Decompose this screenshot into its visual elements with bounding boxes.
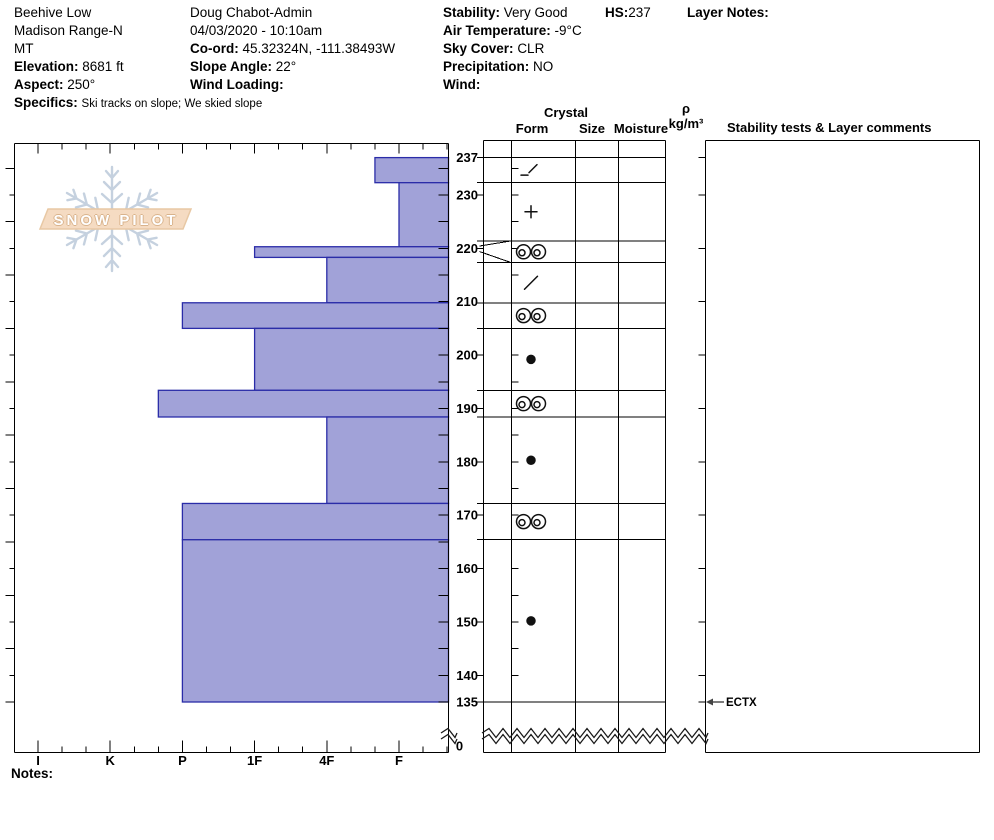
hardness-label-P: P bbox=[178, 753, 187, 768]
air-temp-label: Air Temperature: bbox=[443, 23, 551, 38]
depth-label-230: 230 bbox=[456, 187, 478, 203]
hs-value: 237 bbox=[628, 5, 651, 20]
thin-layer-leader bbox=[480, 252, 512, 263]
depth-label-140: 140 bbox=[456, 667, 478, 683]
coord-value: 45.32324N, -111.38493W bbox=[242, 41, 396, 56]
grain-form-symbol-dot bbox=[527, 456, 535, 464]
ect-arrow-head bbox=[706, 699, 713, 706]
grain-form-symbol-double-circle bbox=[517, 309, 546, 323]
hardness-bar-DF bbox=[375, 158, 449, 183]
depth-label-237: 237 bbox=[456, 150, 478, 166]
hardness-label-4F: 4F bbox=[319, 753, 335, 768]
hardness-bar-MFcr bbox=[182, 503, 448, 539]
specifics-value: Ski tracks on slope; We skied slope bbox=[81, 98, 263, 110]
layer-notes-label: Layer Notes: bbox=[687, 5, 769, 20]
depth-label-170: 170 bbox=[456, 507, 478, 523]
grain-form-symbol-double-circle bbox=[517, 515, 546, 529]
site-name: Beehive Low bbox=[14, 5, 92, 20]
depth-label-190: 190 bbox=[456, 400, 478, 416]
hardness-label-F: F bbox=[395, 753, 403, 768]
observer-name: Doug Chabot-Admin bbox=[190, 5, 313, 20]
density-units-header: kg/m³ bbox=[668, 116, 704, 131]
stability-tests-header: Stability tests & Layer comments bbox=[727, 120, 932, 135]
ect-result-label: ECTX bbox=[726, 697, 757, 709]
hardness-bar-MFcr bbox=[255, 247, 449, 258]
site-range: Madison Range-N bbox=[14, 23, 123, 38]
depth-label-160: 160 bbox=[456, 561, 478, 577]
thin-layer-leader bbox=[480, 241, 512, 246]
grain-form-symbol-df bbox=[521, 165, 537, 176]
hardness-bar-MFcr bbox=[158, 390, 448, 417]
grain-form-symbol-slash bbox=[525, 276, 538, 289]
slope-angle-value: 22° bbox=[275, 59, 297, 74]
hardness-bar-MFcr bbox=[182, 303, 448, 329]
precip-label: Precipitation: bbox=[443, 59, 530, 74]
aspect-value: 250° bbox=[67, 77, 96, 92]
precip-value: NO bbox=[533, 59, 554, 74]
grain-form-symbol-dot bbox=[527, 355, 535, 363]
wind-loading-label: Wind Loading: bbox=[190, 77, 284, 92]
stability-label: Stability: bbox=[443, 5, 501, 20]
slope-angle-label: Slope Angle: bbox=[190, 59, 273, 74]
stability-value: Very Good bbox=[503, 5, 568, 20]
hs-label: HS: bbox=[605, 5, 629, 20]
logo-wordmark: SNOW PILOT bbox=[53, 212, 179, 229]
coord-label: Co-ord: bbox=[190, 41, 239, 56]
hardness-label-I: I bbox=[36, 753, 40, 768]
density-header: ρ bbox=[681, 101, 691, 116]
notes-label: Notes: bbox=[11, 766, 54, 781]
hardness-bar-RG bbox=[327, 417, 449, 503]
hardness-bar-RG bbox=[182, 540, 448, 702]
depth-label-220: 220 bbox=[456, 240, 478, 256]
depth-label-200: 200 bbox=[456, 347, 478, 363]
depth-label-135: 135 bbox=[456, 694, 478, 710]
observation-datetime: 04/03/2020 - 10:10am bbox=[190, 23, 323, 38]
wind-label: Wind: bbox=[443, 77, 481, 92]
air-temp-value: -9°C bbox=[554, 23, 582, 38]
hardness-label-K: K bbox=[105, 753, 115, 768]
form-header: Form bbox=[515, 121, 549, 136]
ground-label: 0 bbox=[455, 738, 464, 754]
depth-label-150: 150 bbox=[456, 614, 478, 630]
grain-form-symbol-double-circle bbox=[517, 245, 546, 259]
grain-form-symbol-dot bbox=[527, 617, 535, 625]
crystal-header: Crystal bbox=[543, 105, 589, 120]
site-state: MT bbox=[14, 41, 34, 56]
hardness-bar-PP bbox=[399, 183, 449, 247]
depth-label-180: 180 bbox=[456, 454, 478, 470]
aspect-label: Aspect: bbox=[14, 77, 64, 92]
elevation-value: 8681 ft bbox=[82, 59, 124, 74]
hardness-bar-DF bbox=[327, 257, 449, 302]
moisture-header: Moisture bbox=[613, 121, 669, 136]
hardness-label-1F: 1F bbox=[247, 753, 263, 768]
sky-cover-label: Sky Cover: bbox=[443, 41, 514, 56]
depth-label-210: 210 bbox=[456, 294, 478, 310]
grain-form-symbol-double-circle bbox=[517, 397, 546, 411]
size-header: Size bbox=[578, 121, 606, 136]
specifics-label: Specifics: bbox=[14, 95, 78, 110]
sky-cover-value: CLR bbox=[517, 41, 545, 56]
elevation-label: Elevation: bbox=[14, 59, 79, 74]
grain-form-symbol-plus bbox=[525, 206, 537, 218]
hardness-bar-RG bbox=[255, 328, 449, 390]
